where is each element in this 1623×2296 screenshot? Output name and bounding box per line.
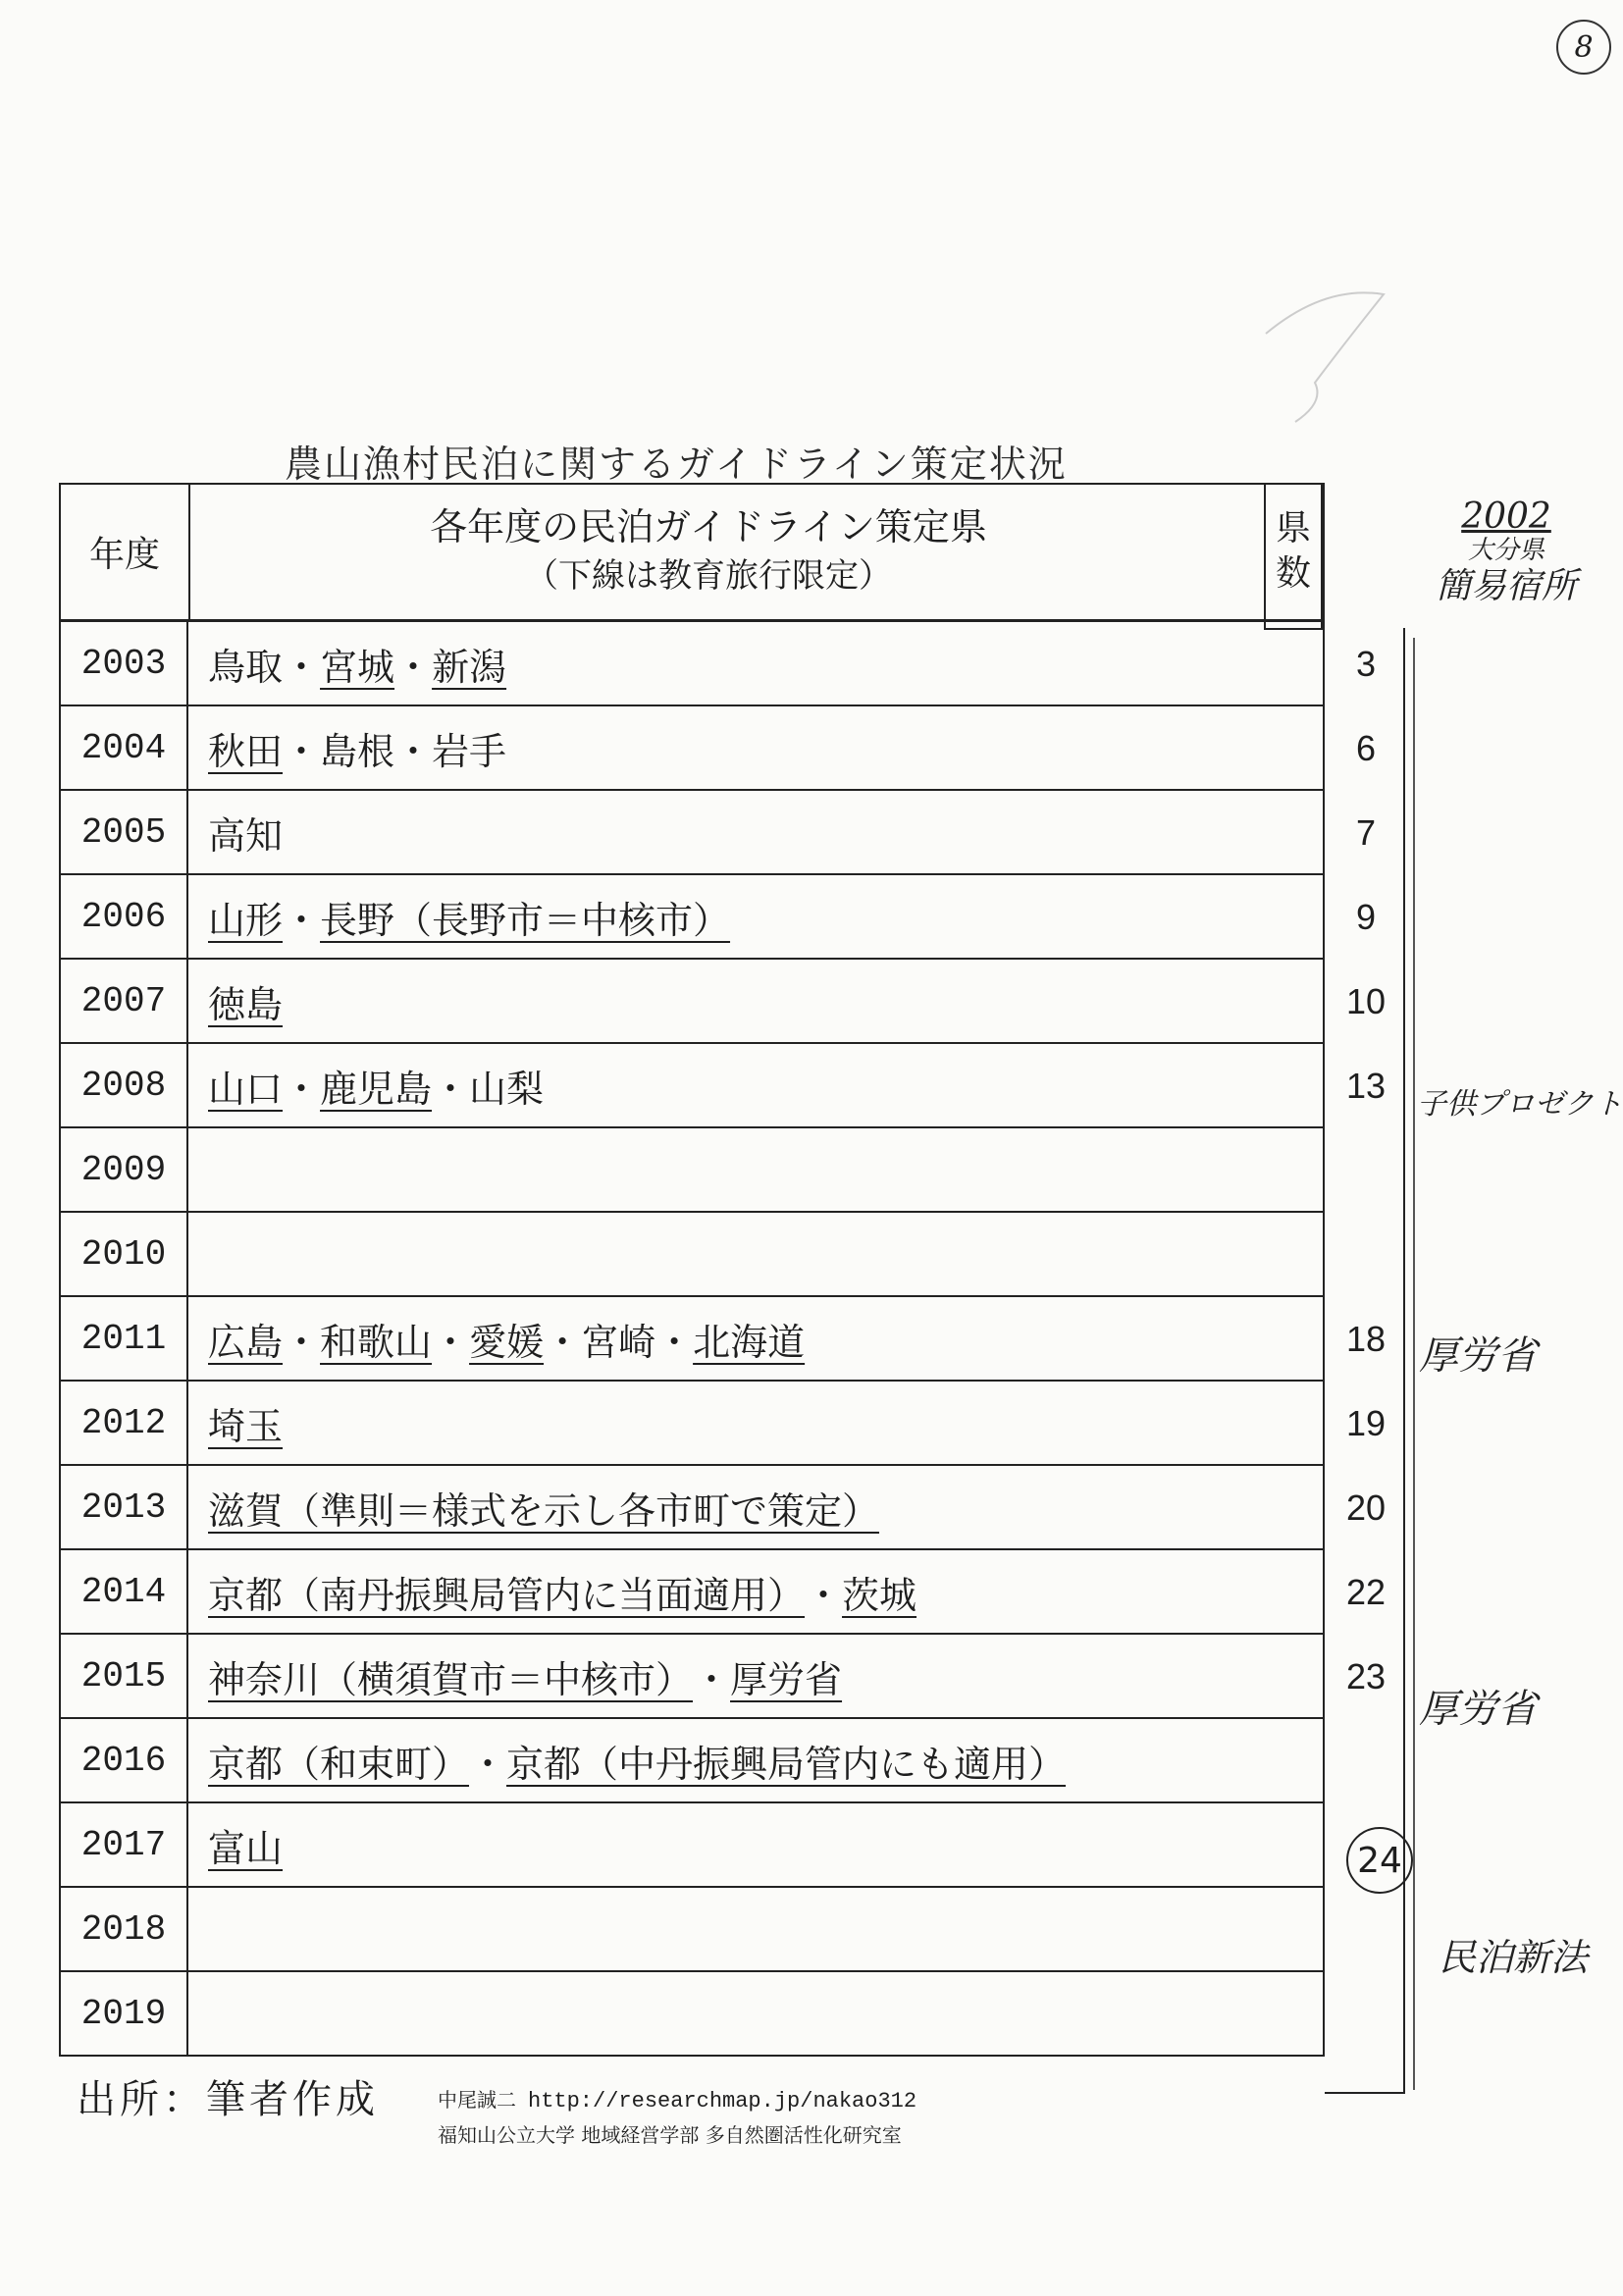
pencil-sketch-mark [1256,275,1403,432]
row-count: 9 [1355,897,1377,937]
table-row [59,1213,1325,1297]
row-count: 7 [1355,812,1377,853]
underlined-prefecture: 埼玉 [208,1404,284,1448]
row-count: 3 [1355,644,1377,684]
underlined-prefecture: 秋田 [208,729,284,773]
row-count: 10 [1345,981,1387,1021]
row-year: 2019 [61,1972,188,2055]
underlined-prefecture: 鹿児島 [320,1067,433,1111]
table-row [59,1382,1325,1466]
table-row [59,960,1325,1044]
underlined-prefecture: 新潟 [432,645,507,689]
prefecture-text: ・宮崎・ [544,1320,694,1364]
row-count: 19 [1345,1403,1387,1443]
page-number: 8 [1556,20,1611,75]
row-year: 2004 [61,706,188,789]
row-year: 2011 [61,1297,188,1380]
row-prefectures [208,1550,916,1633]
row-year: 2016 [61,1719,188,1801]
affiliation-line: 福知山公立大学 地域経営学部 多自然圏活性化研究室 [438,2123,902,2147]
table-row [59,1297,1325,1382]
row-year: 2013 [61,1466,188,1548]
row-year: 2010 [61,1213,188,1295]
row-year: 2006 [61,875,188,958]
row-count: 22 [1345,1572,1387,1612]
table-row [59,875,1325,960]
underlined-prefecture: 京都（和束町） [208,1742,470,1786]
margin-note-2011: 厚労省 [1419,1333,1537,1379]
header-prefectures: 各年度の民泊ガイドライン策定県 （下線は教育旅行限定） [430,505,987,596]
underlined-prefecture: 厚労省 [730,1657,843,1701]
header-year: 年度 [61,485,190,619]
source-note: 出所：筆者作成 [77,2077,379,2122]
row-year: 2018 [61,1888,188,1970]
row-year: 2014 [61,1550,188,1633]
margin-note-2015: 厚労省 [1419,1687,1537,1732]
table-row [59,1888,1325,1972]
row-prefectures [208,1466,879,1548]
prefecture-text: ・ [805,1573,843,1617]
underlined-prefecture: 滋賀（準則＝様式を示し各市町で策定） [208,1488,880,1533]
author-line: 中尾誠二 http://researchmap.jp/nakao312 [438,2088,917,2113]
row-prefectures [208,1635,842,1717]
row-year: 2012 [61,1382,188,1464]
row-count: 23 [1345,1656,1387,1696]
row-count: 13 [1345,1066,1387,1106]
table-row [59,1803,1325,1888]
row-prefectures [208,1803,283,1886]
margin-note-2002: 2002 大分県 簡易宿所 [1435,496,1577,606]
row-prefectures [208,1382,283,1464]
table-row [59,1550,1325,1635]
row-count: 18 [1345,1319,1387,1359]
table-row [59,622,1325,706]
row-prefectures [208,960,283,1042]
prefecture-text: ・ [283,645,321,689]
row-count: 6 [1355,728,1377,768]
prefecture-text: ・島根・岩手 [283,729,507,773]
underlined-prefecture: 京都（南丹振興局管内に当面適用） [208,1573,806,1617]
row-count: 20 [1345,1487,1387,1528]
row-prefectures [208,1719,1066,1801]
underlined-prefecture: 京都（中丹振興局管内にも適用） [506,1742,1067,1786]
row-count: 24 [1346,1827,1413,1894]
underlined-prefecture: 神奈川（横須賀市＝中核市） [208,1657,694,1701]
row-year: 2015 [61,1635,188,1717]
prefecture-text: ・山梨 [432,1067,545,1111]
underlined-prefecture: 徳島 [208,982,284,1026]
row-prefectures [208,875,730,958]
underlined-prefecture: 北海道 [693,1320,806,1364]
table-row [59,706,1325,791]
underlined-prefecture: 広島 [208,1320,284,1364]
row-prefectures [208,791,283,873]
row-prefectures [208,1297,805,1380]
underlined-prefecture: 長野（長野市＝中核市） [320,898,731,942]
underlined-prefecture: 山形 [208,898,284,942]
row-prefectures [208,1044,544,1126]
table-row [59,1635,1325,1719]
margin-line [1413,638,1415,2090]
table-row [59,1719,1325,1803]
row-year: 2009 [61,1128,188,1211]
underlined-prefecture: 和歌山 [320,1320,433,1364]
underlined-prefecture: 富山 [208,1826,284,1870]
table-row [59,1466,1325,1550]
row-year: 2008 [61,1044,188,1126]
prefecture-text: ・ [469,1742,507,1786]
row-year: 2017 [61,1803,188,1886]
prefecture-text: ・ [432,1320,470,1364]
document-title: 農山漁村民泊に関するガイドライン策定状況 [285,443,1068,486]
prefecture-text: ・ [394,645,433,689]
margin-note-2018: 民泊新法 [1439,1936,1589,1979]
underlined-prefecture: 愛媛 [469,1320,545,1364]
row-year: 2007 [61,960,188,1042]
row-prefectures [208,706,506,789]
prefecture-text: ・ [283,898,321,942]
prefecture-text: ・ [283,1067,321,1111]
table-header [59,483,1325,622]
underlined-prefecture: 宮城 [320,645,395,689]
prefecture-text: 高知 [208,813,284,858]
table-row [59,791,1325,875]
row-year: 2003 [61,622,188,704]
underlined-prefecture: 山口 [208,1067,284,1111]
row-prefectures [208,622,506,704]
table-row [59,1044,1325,1128]
header-count: 県 数 [1264,483,1323,630]
row-year: 2005 [61,791,188,873]
table-row [59,1972,1325,2057]
prefecture-text: ・ [283,1320,321,1364]
underlined-prefecture: 茨城 [842,1573,917,1617]
table-row [59,1128,1325,1213]
margin-note-2008: 子供プロゼクト [1417,1087,1623,1122]
prefecture-text: 鳥取 [208,645,284,689]
prefecture-text: ・ [693,1657,731,1701]
